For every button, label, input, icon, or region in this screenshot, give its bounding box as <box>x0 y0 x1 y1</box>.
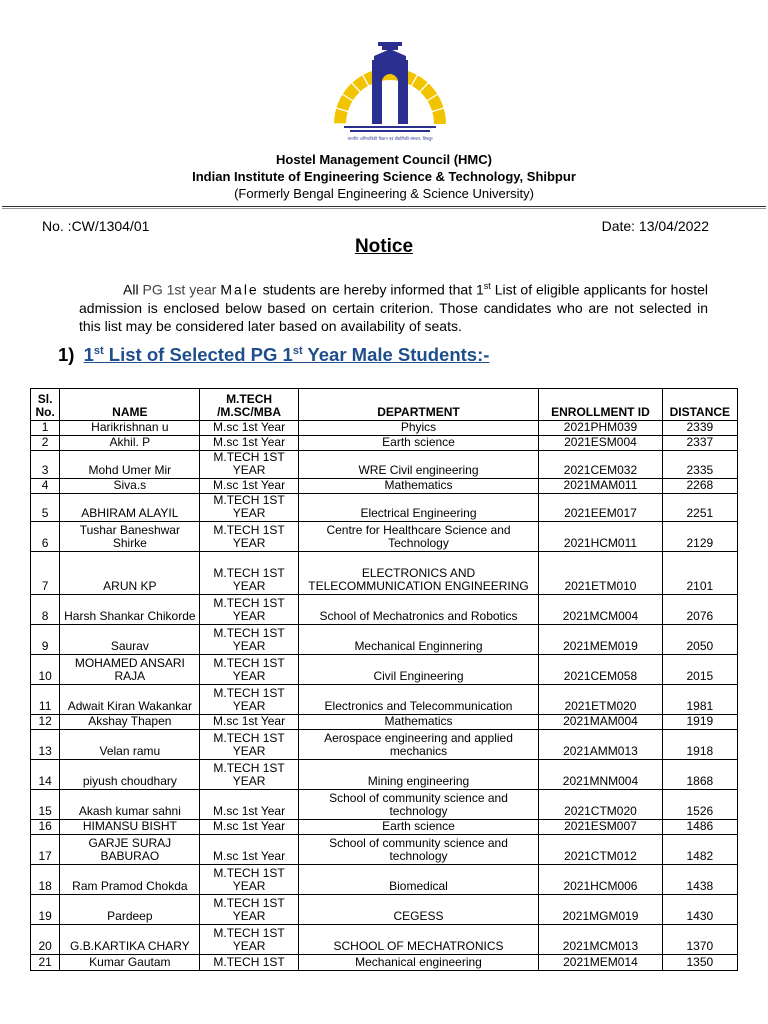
cell-enrollment: 2021MEM014 <box>539 955 662 971</box>
cell-distance: 2129 <box>662 522 737 552</box>
cell-department: Mathematics <box>298 715 539 730</box>
table-row <box>31 925 738 955</box>
cell-name: Saurav <box>60 625 200 655</box>
cell-department: Phyics <box>298 421 539 436</box>
cell-enrollment: 2021EEM017 <box>539 494 662 522</box>
cell-sl: 13 <box>31 730 60 760</box>
cell-enrollment: 2021MEM019 <box>539 625 662 655</box>
header-course: M.TECH /M.SC/MBA <box>200 389 298 421</box>
cell-course: M.TECH 1ST YEAR <box>200 595 298 625</box>
council-name: Hostel Management Council (HMC) <box>276 152 492 167</box>
table-row <box>31 655 738 685</box>
cell-department: CEGESS <box>298 895 539 925</box>
cell-enrollment: 2021HCM011 <box>539 522 662 552</box>
table-row <box>31 479 738 494</box>
cell-name: piyush choudhary <box>60 760 200 790</box>
cell-sl: 1 <box>31 421 60 436</box>
cell-course: M.TECH 1ST YEAR <box>200 730 298 760</box>
cell-distance: 1370 <box>662 925 737 955</box>
section-title: 1st List of Selected PG 1st Year Male Students:- <box>83 344 490 365</box>
logo-sun-rays <box>334 68 446 124</box>
cell-name: Harsh Shankar Chikorde <box>60 595 200 625</box>
table-row <box>31 685 738 715</box>
cell-course: M.sc 1st Year <box>200 835 298 865</box>
cell-course: M.TECH 1ST YEAR <box>200 625 298 655</box>
cell-course: M.TECH 1ST YEAR <box>200 865 298 895</box>
header-name: NAME <box>60 389 200 421</box>
cell-distance: 2251 <box>662 494 737 522</box>
cell-course: M.TECH 1ST YEAR <box>200 895 298 925</box>
cell-distance: 1486 <box>662 820 737 835</box>
cell-name: ARUN KP <box>60 552 200 595</box>
cell-sl: 4 <box>31 479 60 494</box>
cell-sl: 15 <box>31 790 60 820</box>
header-distance: DISTANCE <box>662 389 737 421</box>
cell-course: M.TECH 1ST YEAR <box>200 451 298 479</box>
para-part1: All <box>123 281 139 298</box>
cell-name: GARJE SURAJ BABURAO <box>60 835 200 865</box>
cell-enrollment: 2021CTM012 <box>539 835 662 865</box>
cell-department: Mining engineering <box>298 760 539 790</box>
cell-department: Mathematics <box>298 479 539 494</box>
para-part2: PG 1st year <box>142 281 217 298</box>
cell-name: HIMANSU BISHT <box>60 820 200 835</box>
cell-name: Adwait Kiran Wakankar <box>60 685 200 715</box>
institute-logo <box>326 40 454 150</box>
table-row <box>31 436 738 451</box>
cell-distance: 1526 <box>662 790 737 820</box>
cell-course: M.TECH 1ST YEAR <box>200 925 298 955</box>
cell-name: ABHIRAM ALAYIL <box>60 494 200 522</box>
cell-sl: 20 <box>31 925 60 955</box>
selected-students-table <box>30 388 738 971</box>
section-heading <box>58 344 489 366</box>
cell-enrollment: 2021ETM010 <box>539 552 662 595</box>
cell-sl: 9 <box>31 625 60 655</box>
cell-enrollment: 2021MAM004 <box>539 715 662 730</box>
table-row <box>31 625 738 655</box>
cell-enrollment: 2021AMM013 <box>539 730 662 760</box>
cell-course: M.TECH 1ST YEAR <box>200 655 298 685</box>
cell-name: Ram Pramod Chokda <box>60 865 200 895</box>
cell-enrollment: 2021ESM007 <box>539 820 662 835</box>
cell-department: ELECTRONICS AND TELECOMMUNICATION ENGINEERING <box>298 552 539 595</box>
cell-enrollment: 2021MCM013 <box>539 925 662 955</box>
cell-distance: 2050 <box>662 625 737 655</box>
cell-distance: 1919 <box>662 715 737 730</box>
notice-title: Notice <box>354 236 414 257</box>
cell-name: Harikrishnan u <box>60 421 200 436</box>
table-row <box>31 715 738 730</box>
cell-course: M.TECH 1ST YEAR <box>200 522 298 552</box>
cell-course: M.sc 1st Year <box>200 479 298 494</box>
cell-sl: 17 <box>31 835 60 865</box>
cell-distance: 1350 <box>662 955 737 971</box>
cell-department: Biomedical <box>298 865 539 895</box>
table-row <box>31 790 738 820</box>
cell-distance: 1482 <box>662 835 737 865</box>
institute-name: Indian Institute of Engineering Science & Technology, Shibpur <box>192 169 576 184</box>
cell-sl: 10 <box>31 655 60 685</box>
formerly-name: (Formerly Bengal Engineering & Science University) <box>234 186 534 201</box>
cell-name: MOHAMED ANSARI RAJA <box>60 655 200 685</box>
cell-sl: 5 <box>31 494 60 522</box>
cell-distance: 1868 <box>662 760 737 790</box>
cell-distance: 2335 <box>662 451 737 479</box>
cell-course: M.sc 1st Year <box>200 715 298 730</box>
cell-course: M.sc 1st Year <box>200 421 298 436</box>
cell-department: SCHOOL OF MECHATRONICS <box>298 925 539 955</box>
header-divider <box>2 206 766 207</box>
cell-sl: 21 <box>31 955 60 971</box>
reference-number: No. :CW/1304/01 <box>42 218 150 234</box>
cell-course: M.TECH 1ST YEAR <box>200 552 298 595</box>
cell-department: School of Mechatronics and Robotics <box>298 595 539 625</box>
cell-sl: 8 <box>31 595 60 625</box>
cell-course: M.sc 1st Year <box>200 820 298 835</box>
cell-name: Siva.s <box>60 479 200 494</box>
cell-sl: 7 <box>31 552 60 595</box>
cell-course: M.TECH 1ST <box>200 955 298 971</box>
cell-sl: 2 <box>31 436 60 451</box>
cell-course: M.TECH 1ST YEAR <box>200 760 298 790</box>
cell-department: Electronics and Telecommunication <box>298 685 539 715</box>
cell-department: Earth science <box>298 820 539 835</box>
para-part3: Male <box>220 281 259 298</box>
cell-distance: 2339 <box>662 421 737 436</box>
cell-department: Electrical Engineering <box>298 494 539 522</box>
cell-name: Pardeep <box>60 895 200 925</box>
cell-sl: 18 <box>31 865 60 895</box>
cell-department: Centre for Healthcare Science and Technology <box>298 522 539 552</box>
cell-distance: 2015 <box>662 655 737 685</box>
header-department: DEPARTMENT <box>298 389 539 421</box>
table-row <box>31 451 738 479</box>
cell-distance: 1438 <box>662 865 737 895</box>
cell-enrollment: 2021CEM032 <box>539 451 662 479</box>
table-row <box>31 730 738 760</box>
cell-name: Tushar Baneshwar Shirke <box>60 522 200 552</box>
cell-department: School of community science and technology <box>298 835 539 865</box>
cell-enrollment: 2021MCM004 <box>539 595 662 625</box>
table-row <box>31 421 738 436</box>
cell-course: M.sc 1st Year <box>200 436 298 451</box>
cell-enrollment: 2021ESM004 <box>539 436 662 451</box>
cell-department: WRE Civil engineering <box>298 451 539 479</box>
cell-distance: 1918 <box>662 730 737 760</box>
cell-enrollment: 2021CTM020 <box>539 790 662 820</box>
section-number: 1) <box>58 344 75 365</box>
cell-sl: 11 <box>31 685 60 715</box>
cell-sl: 12 <box>31 715 60 730</box>
cell-name: Kumar Gautam <box>60 955 200 971</box>
cell-course: M.TECH 1ST YEAR <box>200 685 298 715</box>
table-row <box>31 865 738 895</box>
table-row <box>31 552 738 595</box>
cell-department: Aerospace engineering and applied mechanics <box>298 730 539 760</box>
cell-sl: 6 <box>31 522 60 552</box>
logo-arch <box>372 42 408 124</box>
table-row <box>31 955 738 971</box>
cell-name: Akshay Thapen <box>60 715 200 730</box>
cell-department: Mechanical Enginnering <box>298 625 539 655</box>
cell-enrollment: 2021MAM011 <box>539 479 662 494</box>
notice-date: Date: 13/04/2022 <box>601 218 709 234</box>
cell-name: Akash kumar sahni <box>60 790 200 820</box>
para-part5: List of eligible applicants for hostel admission is enclosed below based on certain criterion. Those candidates who are not selected in this list may be considered later based on availability of seats. <box>79 281 709 334</box>
cell-department: Mechanical engineering <box>298 955 539 971</box>
table-row <box>31 835 738 865</box>
table-row <box>31 494 738 522</box>
notice-paragraph <box>79 277 708 335</box>
cell-name: G.B.KARTIKA CHARY <box>60 925 200 955</box>
cell-distance: 1981 <box>662 685 737 715</box>
cell-sl: 16 <box>31 820 60 835</box>
logo-motto: भारतीय अभियांत्रिकी विज्ञान एवं प्रौद्योगिकी संस्थान, शिबपुर <box>347 136 433 141</box>
table-row <box>31 895 738 925</box>
cell-enrollment: 2021HCM006 <box>539 865 662 895</box>
cell-distance: 2101 <box>662 552 737 595</box>
header-sl: Sl. No. <box>31 389 60 421</box>
para-part4: students are hereby informed that 1 <box>262 281 484 298</box>
cell-distance: 1430 <box>662 895 737 925</box>
cell-distance: 2268 <box>662 479 737 494</box>
cell-distance: 2337 <box>662 436 737 451</box>
cell-sl: 19 <box>31 895 60 925</box>
cell-name: Akhil. P <box>60 436 200 451</box>
cell-course: M.TECH 1ST YEAR <box>200 494 298 522</box>
cell-enrollment: 2021PHM039 <box>539 421 662 436</box>
cell-department: School of community science and technology <box>298 790 539 820</box>
header-divider-shadow <box>2 208 766 209</box>
cell-enrollment: 2021CEM058 <box>539 655 662 685</box>
para-sup: st <box>483 281 491 291</box>
cell-name: Velan ramu <box>60 730 200 760</box>
cell-department: Civil Engineering <box>298 655 539 685</box>
table-row <box>31 522 738 552</box>
cell-course: M.sc 1st Year <box>200 790 298 820</box>
table-row <box>31 760 738 790</box>
table-header-row <box>31 389 738 421</box>
cell-sl: 3 <box>31 451 60 479</box>
cell-enrollment: 2021ETM020 <box>539 685 662 715</box>
cell-sl: 14 <box>31 760 60 790</box>
cell-department: Earth science <box>298 436 539 451</box>
cell-enrollment: 2021MGM019 <box>539 895 662 925</box>
cell-enrollment: 2021MNM004 <box>539 760 662 790</box>
table-row <box>31 820 738 835</box>
header-enrollment: ENROLLMENT ID <box>539 389 662 421</box>
cell-distance: 2076 <box>662 595 737 625</box>
cell-name: Mohd Umer Mir <box>60 451 200 479</box>
table-row <box>31 595 738 625</box>
